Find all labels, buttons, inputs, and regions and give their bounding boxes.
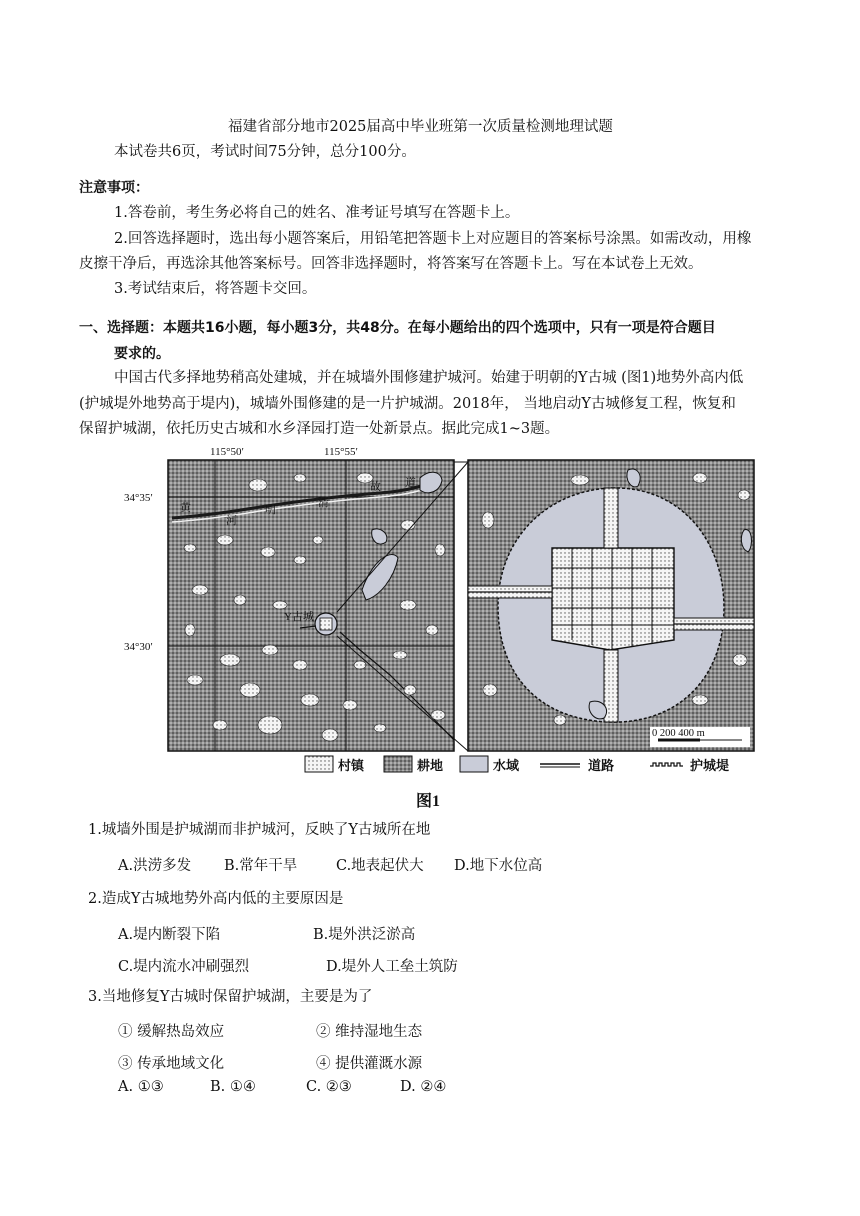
figure-caption: 图1 <box>416 793 441 810</box>
question-1-stem: 1.城墙外围是护城湖而非护城河，反映了Y古城所在地 <box>88 822 431 838</box>
question-3-option-c: C. ②③ <box>306 1079 352 1095</box>
legend-label-village: 村镇 <box>338 758 365 773</box>
legend-swatch-farmland <box>384 756 412 772</box>
scale-label: 0 200 400 m <box>652 728 705 739</box>
legend-label-water: 水域 <box>493 758 520 773</box>
question-3-option-d: D. ②④ <box>400 1079 447 1095</box>
river-char-3: 明 <box>265 504 276 516</box>
question-3-statement-4: ④ 提供灌溉水源 <box>316 1056 423 1072</box>
notice-item-2-line-2: 皮擦干净后，再选涂其他答案标号。回答非选择题时，将答案写在答题卡上。写在本试卷上无效。 <box>79 256 703 272</box>
notice-heading: 注意事项： <box>79 180 149 196</box>
river-char-4: 清 <box>318 497 329 509</box>
regional-map <box>124 446 454 751</box>
question-1-option-a: A.洪涝多发 <box>118 858 192 874</box>
city-detail-map <box>468 460 754 751</box>
legend-swatch-dike <box>650 763 683 766</box>
question-2-option-a: A.堤内断裂下陷 <box>118 927 221 943</box>
question-1-option-c: C.地表起伏大 <box>336 858 424 874</box>
notice-item-1: 1.答卷前，考生务必将自己的姓名、准考证号填写在答题卡上。 <box>114 205 520 221</box>
question-2-option-d: D.堤外人工垒土筑防 <box>326 959 458 975</box>
question-3-statement-1: ① 缓解热岛效应 <box>118 1024 225 1040</box>
question-3-option-a: A. ①③ <box>118 1079 164 1095</box>
question-3-option-b: B. ①④ <box>210 1079 256 1095</box>
legend-label-road: 道路 <box>588 758 615 773</box>
notice-item-3: 3.考试结束后，将答题卡交回。 <box>114 281 317 297</box>
question-1-option-d: D.地下水位高 <box>454 858 543 874</box>
question-3-statement-3: ③ 传承地域文化 <box>118 1056 225 1072</box>
question-3-statement-2: ② 维持湿地生态 <box>316 1024 423 1040</box>
river-char-1: 黄 <box>180 502 191 514</box>
lon-label-2: 115°55′ <box>324 446 358 458</box>
paper-title: 福建省部分地市2025届高中毕业班第一次质量检测地理试题 <box>228 119 613 135</box>
question-2-option-c: C.堤内流水冲刷强烈 <box>118 959 250 975</box>
notice-item-2-line-1: 2.回答选择题时，选出每小题答案后，用铅笔把答题卡上对应题目的答案标号涂黑。如需改动，用橡 <box>114 231 752 247</box>
question-3-stem: 3.当地修复Y古城时保留护城湖，主要是为了 <box>88 989 373 1005</box>
lat-label-2: 34°30′ <box>124 641 153 653</box>
legend-label-farmland: 耕地 <box>417 758 444 773</box>
passage-line-1: 中国古代多择地势稍高处建城，并在城墙外围修建护城河。始建于明朝的Y古城 (图1)地势外高内低 <box>114 370 744 386</box>
section-heading-line-1: 一、选择题：本题共16小题，每小题3分，共48分。在每小题给出的四个选项中，只有一项是符合题目 <box>79 320 716 336</box>
question-2-stem: 2.造成Y古城地势外高内低的主要原因是 <box>88 891 344 907</box>
legend-label-dike: 护城堤 <box>690 758 730 773</box>
question-1-option-b: B.常年干旱 <box>224 858 298 874</box>
lon-label-1: 115°50′ <box>210 446 244 458</box>
passage-line-2: (护城堤外地势高于堤内)，城墙外围修建的是一片护城湖。2018年， 当地启动Y古城修复工程，恢复和 <box>79 396 736 412</box>
legend <box>305 756 729 773</box>
city-label: Y古城 <box>284 611 314 623</box>
river-char-5: 故 <box>370 481 381 493</box>
lat-label-1: 34°35′ <box>124 492 153 504</box>
legend-swatch-village <box>305 756 333 772</box>
river-char-6: 道 <box>405 477 416 489</box>
legend-swatch-water <box>460 756 488 772</box>
question-2-option-b: B.堤外洪泛淤高 <box>313 927 416 943</box>
river-char-2: 河 <box>226 515 237 527</box>
section-heading-line-2: 要求的。 <box>114 346 170 362</box>
exam-info: 本试卷共6页，考试时间75分钟，总分100分。 <box>114 144 416 160</box>
passage-line-3: 保留护城湖，依托历史古城和水乡泽园打造一处新景点。据此完成1~3题。 <box>79 421 560 437</box>
